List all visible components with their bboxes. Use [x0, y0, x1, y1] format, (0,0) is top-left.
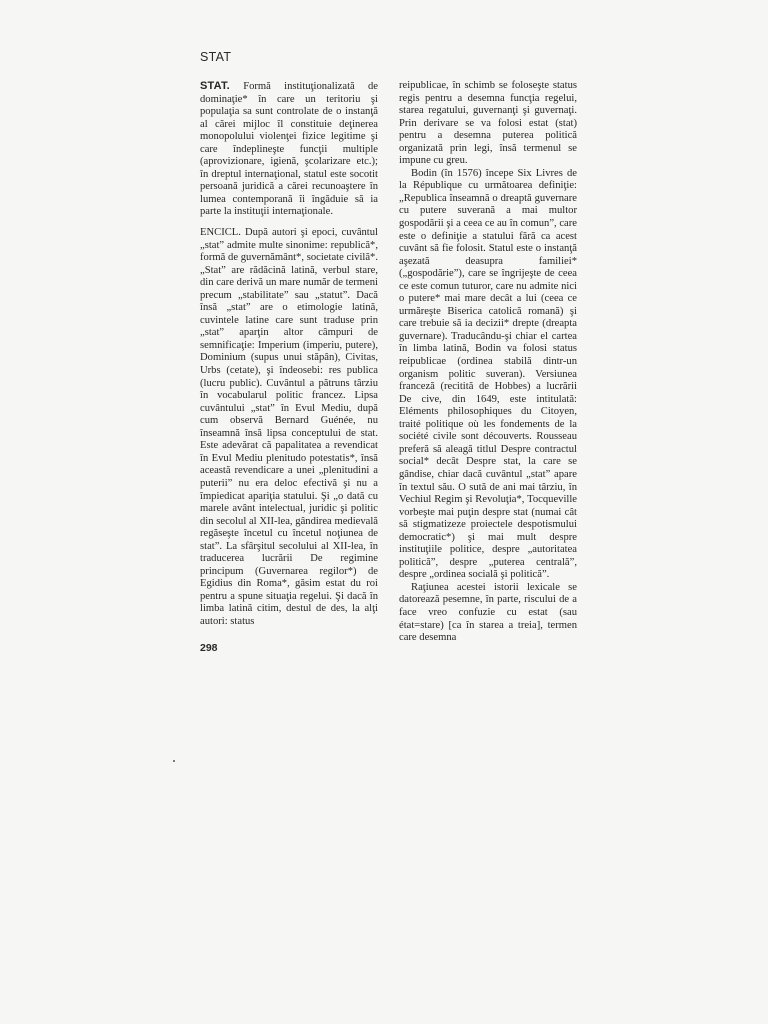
- entry-definition: [200, 80, 378, 219]
- running-head: STAT: [200, 50, 232, 64]
- left-column: [200, 80, 378, 629]
- ratiunea-paragraph: Raţiunea acestei istorii lexicale se datorează pesemne, în parte, riscului de a face vreo confuzie cu estat (sau état=stare) [ca în starea a treia], termen care desemna: [399, 581, 577, 644]
- definition-text: Formă instituţionalizată de dominaţie* în care un teritoriu şi populaţia sa sunt controlate de o instanţă al cărei mijloc îl constituie deţinerea monopolului violenţei fizice legitime şi care îndeplineşte funcţii multiple (aprovizionare, igienă, şcolarizare etc.); în dreptul internaţional, statul este socotit persoană juridică a cărei recunoaştere în lumea contemporană îi îngăduie să ia parte la instituţii internaţionale.: [200, 81, 378, 218]
- continuation-paragraph: reipublicae, în schimb se foloseşte status regis pentru a desemna funcţia regelui, starea regatului, guvernanţi şi guvernaţi. Prin derivare se va folosi estat (stat) pentru a desemna puterea politică organizată prin legi, însă termenul se impune cu greu.: [399, 80, 577, 167]
- scan-speck: [173, 760, 175, 762]
- bodin-paragraph: Bodin (în 1576) începe Six Livres de la République cu următoarea definiţie: „Republica înseamnă o dreaptă guvernare cu putere suverană a mai multor gospodării şi a ceea ce au în comun”, care este o definiţie a statului fără ca acest cuvânt să fie folosit. Statul este o instanţă aşezată deasupra familiei* („gospodărie”), care se îngrijeşte de ceea ce este comun tuturor, care nu admite nici o putere* mai mare decât a lui (ceea ce urmăreşte Biserica catolică romană) şi care trebuie să ia decizii* drepte (dreapta guvernare). Traducându-şi chiar el cartea în limba latină, Bodin va folosi status reipublicae (ordinea stabilă dintr-un organism politic suveran). Versiunea franceză (recitită de Hobbes) a lucrării De cive, din 1649, este intitulată: Eléments philosophiques du Citoyen, traité politique où les fondements de la société civile sont découverts. Rousseau preferă să aleagă titlul Despre contractul social* decât Despre stat, la care se gândise, chiar dacă cuvântul „stat” apare în textul său. O sută de ani mai târziu, în Vechiul Regim şi Revoluţia*, Tocqueville vorbeşte mai puţin despre stat (numai cât să stigmatizeze proiectele despotismului democratic*) şi mai mult despre instituţiile politice, despre „autoritatea politică”, despre „puterea centrală”, despre „ordinea socială şi politică”.: [399, 167, 577, 581]
- right-column: [399, 80, 577, 645]
- encicl-paragraph: ENCICL. După autori şi epoci, cuvântul „stat” admite multe sinonime: republică*, formă de guvernământ*, societate civilă*. „Stat” are rădăcină latină, verbul stare, din care derivă un mare număr de termeni precum „stabilitate” sau „statut”. Dacă însă „stat” are o etimologie latină, cuvintele latine care sunt traduse prin „stat” aparţin altor câmpuri de semnificaţie: Imperium (imperiu, putere), Dominium (supus unui stăpân), Civitas, Urbs (cetate), şi îndeosebi: res publica (lucru public). Cuvântul a pătruns târziu în vocabularul politic francez. Lipsa cuvântului „stat” în Evul Mediu, după cum observă Bernard Guénée, nu înseamnă însă lipsa conceptului de stat. Este adevărat că papalitatea a revendicat în Evul Mediu plenitudo potestatis*, însă această revendicare a unei „plenitudini a puterii” nu era deloc efectivă şi nu a împiedicat apariţia statului. Şi „o dată cu marele avânt intelectual, juridic şi politic din secolul al XII-lea, gândirea medievală regăseşte încetul cu încetul noţiunea de stat”. La sfârşitul secolului al XII-lea, în traducerea lucrării De regimine principum (Guvernarea regilor*) de Egidius din Roma*, găsim estat du roi pentru a spune situaţia regelui. Şi dacă în limba latină citim, destul de des, la alţi autori: status: [200, 227, 378, 627]
- entry-headword: STAT.: [200, 80, 230, 92]
- page-number: 298: [200, 642, 218, 654]
